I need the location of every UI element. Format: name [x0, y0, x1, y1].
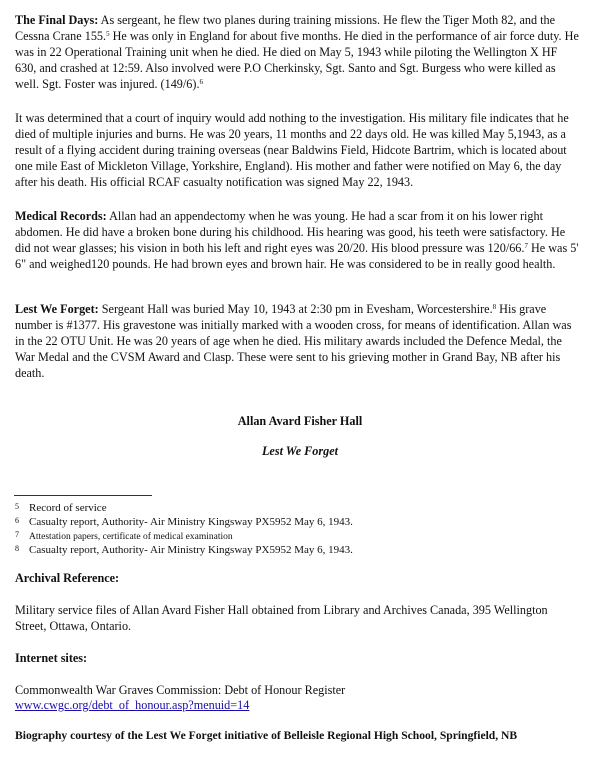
cwgc-link-line: [15, 697, 581, 713]
internet-line: Commonwealth War Graves Commission: Debt of Honour Register: [15, 683, 346, 697]
lest-we-forget-paragraph: [15, 301, 581, 381]
footnote-6: [15, 514, 353, 529]
lest-we-forget-text-1: Sergeant Hall was buried May 10, 1943 at 2:30 pm in Evesham, Worcestershire.: [98, 302, 493, 316]
footnote-5-number: 5: [15, 502, 19, 511]
lest-we-forget-text-2: His grave number is #1377. His gravestone was initially marked with a wooden cross, for means of identification. Allan was in the 22 OTU Unit. He was 20 years of age when he died. His military awards included the Defence Medal, the War Medal and the CVSM Award and Clasp. These were sent to his grieving mother in Grand Bay, NB after his death.: [15, 302, 572, 381]
final-days-paragraph: [15, 12, 581, 92]
footnote-ref-7: 7: [524, 242, 528, 251]
archival-text: Military service files of Allan Avard Fisher Hall obtained from Library and Archives Canada, 395 Wellington Street, Ottawa, Ontario.: [15, 603, 548, 634]
footnote-ref-5: 5: [106, 30, 110, 39]
footnote-7-text: Attestation papers, certificate of medical examination: [29, 532, 233, 542]
motto-line: Lest We Forget: [261, 444, 339, 458]
final-days-text-2: He was only in England for about five months. He died in the performance of air force duty. He was in 22 Operational Training unit when he died. He died on May 5, 1943 while piloting the Wellington X HF 630, and crashed at 12:59. Also involved were P.O Cherkinsky, Sgt. Santo and Sgt. Burgess who were killed as well. Sgt. Foster was injured. (149/6).: [15, 29, 579, 92]
lest-we-forget-heading: Lest We Forget:: [15, 302, 99, 316]
name-line: Allan Avard Fisher Hall: [237, 414, 363, 428]
final-days-text-1: As sergeant, he flew two planes during training missions. He flew the Tiger Moth 82, and the Cessna Crane 155.: [15, 13, 556, 44]
archival-heading: Archival Reference:: [15, 571, 120, 585]
footnote-7-number: 7: [15, 530, 19, 539]
final-days-heading: The Final Days:: [15, 13, 99, 27]
medical-records-text-2: He was 5' 6" and weighed120 pounds. He had brown eyes and brown hair. He was considered to be in really good health.: [15, 241, 579, 272]
footnote-divider: [14, 495, 152, 496]
footnote-8-text: Casualty report, Authority- Air Ministry Kingsway PX5952 May 6, 1943.: [29, 544, 353, 556]
medical-records-text-1: Allan had an appendectomy when he was young. He had a scar from it on his lower right abdomen. He did have a broken bone during his childhood. His hearing was good, his teeth were satisfactory. He did not wear glasses; his vision in both his left and right eyes was 20/20. His blood pressure was 120/66.: [15, 209, 566, 256]
medical-records-paragraph: [15, 208, 581, 272]
cwgc-link[interactable]: www.cwgc.org/debt_of_honour.asp?menuid=14: [15, 698, 250, 712]
footnote-8: [15, 542, 353, 557]
footnote-6-text: Casualty report, Authority- Air Ministry Kingsway PX5952 May 6, 1943.: [29, 516, 353, 528]
footnote-5-text: Record of service: [29, 502, 107, 514]
inquiry-paragraph: It was determined that a court of inquiry would add nothing to the investigation. His military file indicates that he died of multiple injuries and burns. He was 20 years, 11 months and 22 days old. He was killed May 5,1943, as a result of a flying accident during training overseas (near Baldwins Field, Hidcote Bartrim, which is located about one mile East of Mickleton Village, Yorkshire, England). His mother and father were notified on May 6, the day after his death. His official RCAF casualty notification was signed May 22, 1943.: [15, 111, 569, 190]
footnote-ref-8: 8: [492, 303, 497, 311]
footnote-8-number: 8: [15, 544, 19, 553]
footnote-6-number: 6: [15, 516, 19, 525]
footnote-5: [15, 500, 107, 515]
medical-records-heading: Medical Records:: [15, 209, 107, 223]
credit-line: Biography courtesy of the Lest We Forget initiative of Belleisle Regional High School, Springfield, NB: [15, 729, 518, 742]
footnote-ref-6: 6: [199, 78, 203, 87]
internet-heading: Internet sites:: [15, 651, 88, 665]
